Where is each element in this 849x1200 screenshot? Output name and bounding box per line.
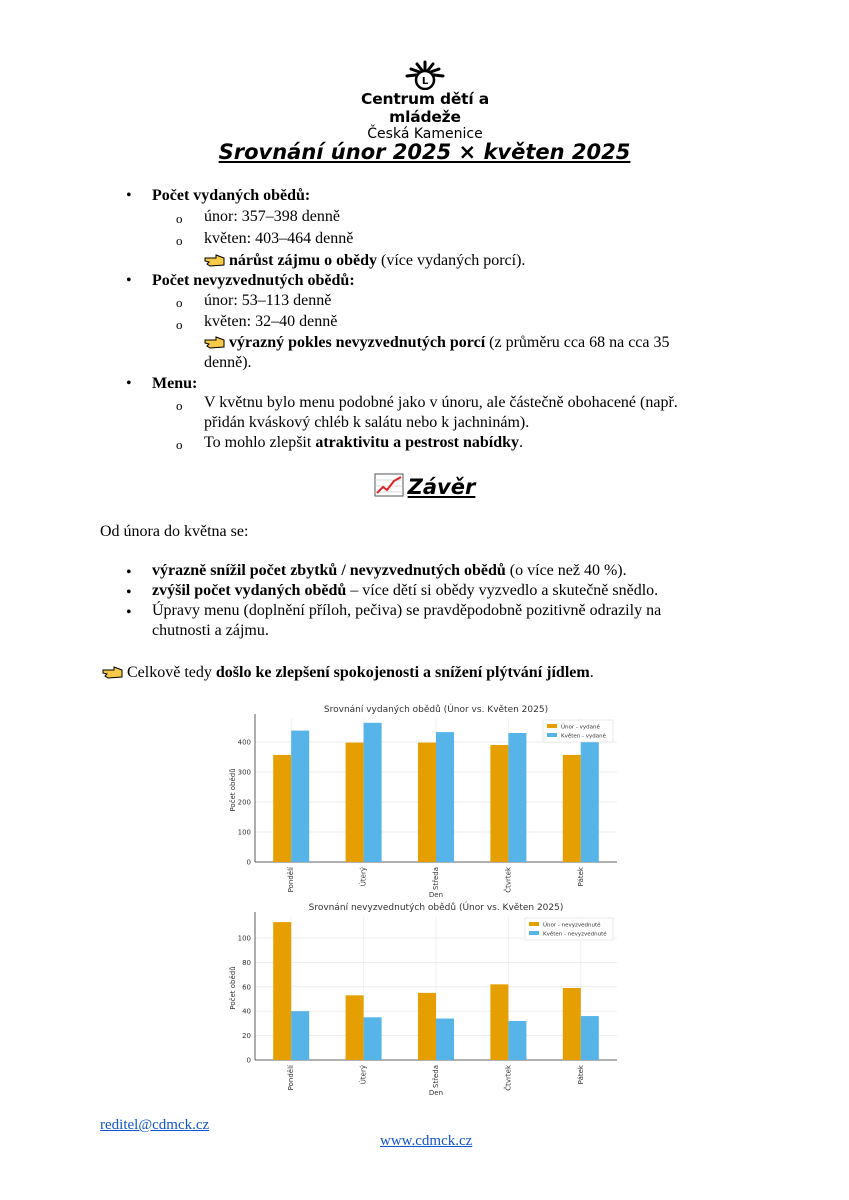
bar-unor [490, 984, 508, 1060]
bar-kveten [436, 1019, 454, 1060]
obedy-note [204, 251, 525, 271]
web-link[interactable]: www.cdmck.cz [380, 1133, 473, 1149]
menu-heading: Menu: [152, 375, 198, 392]
y-tick-label: 300 [237, 768, 251, 777]
bar-unor [346, 743, 364, 862]
bar-kveten [581, 741, 599, 862]
y-axis-label: Počet obědů [229, 966, 237, 1010]
bar-unor [273, 755, 291, 862]
sub-bullet: o [176, 398, 183, 413]
bullet: • [126, 584, 132, 601]
sub-bullet: o [176, 211, 183, 226]
nevyz-heading: Počet nevyzvednutých obědů: [152, 272, 355, 289]
nevyz-note-rest2: denně). [204, 354, 252, 371]
pointing-hand-icon [204, 335, 226, 349]
bar-unor [490, 745, 508, 862]
menu-line2: přidán kváskový chléb k salátu nebo k jachninám). [204, 414, 530, 431]
conclusion-b3-line2: chutnosti a zájmu. [152, 622, 269, 639]
x-tick-label: Pondělí [287, 1065, 296, 1091]
chart-title: Srovnání nevyzvednutých obědů (Únor vs. Květen 2025) [308, 903, 564, 913]
conclusion-b1: výrazně snížil počet zbytků / nevyzvednutých obědů (o více než 40 %). [152, 562, 627, 579]
obedy-note-bold: nárůst zájmu o obědy [229, 252, 378, 269]
bullet: • [126, 375, 132, 392]
nevyz-note-rest1: (z průměru cca 68 na cca 35 [485, 334, 670, 351]
y-tick-label: 200 [237, 798, 251, 807]
conclusion-intro: Od února do května se: [100, 523, 249, 540]
y-tick-label: 0 [246, 1056, 251, 1065]
y-tick-label: 80 [242, 958, 251, 967]
nevyz-note [204, 333, 670, 353]
x-tick-label: Úterý [359, 867, 368, 887]
conclusion-b3-line1: Úpravy menu (doplnění příloh, pečiva) se pravděpodobně pozitivně odrazily na [152, 602, 662, 619]
legend-label: Květen - vydané [561, 733, 606, 740]
bullet: • [126, 604, 132, 621]
obedy-note-rest: (více vydaných porcí). [377, 252, 526, 269]
y-tick-label: 20 [242, 1032, 251, 1041]
x-axis-label: Den [428, 1089, 444, 1097]
chart-issued-lunches [225, 700, 625, 900]
sub-bullet: o [176, 295, 183, 310]
obedy-heading: Počet vydaných obědů: [152, 187, 311, 204]
x-tick-label: Čtvrtek [504, 1065, 513, 1091]
bar-unor [273, 922, 291, 1060]
bar-unor [346, 995, 364, 1060]
chart-title: Srovnání vydaných obědů (Únor vs. Květen 2025) [323, 705, 549, 715]
menu-line3: To mohlo zlepšit atraktivitu a pestrost nabídky. [204, 434, 524, 451]
y-tick-label: 0 [246, 858, 251, 867]
x-tick-label: Čtvrtek [504, 867, 513, 893]
legend-swatch [529, 931, 539, 935]
chart-uncollected-lunches [225, 898, 625, 1098]
pointing-hand-icon [204, 253, 226, 267]
obedy-unor: únor: 357–398 denně [204, 208, 340, 225]
bar-kveten [508, 1021, 526, 1060]
pointing-hand-icon [102, 665, 124, 679]
x-tick-label: Úterý [359, 1065, 368, 1085]
org-name: Centrum dětí a mládeže [361, 90, 489, 126]
conclusion-heading: Závěr [0, 472, 849, 499]
bullet: • [126, 272, 132, 289]
menu-line1: V květnu bylo menu podobné jako v únoru, ale částečně obohacené (např. [204, 394, 678, 411]
bar-unor [418, 743, 436, 862]
bar-kveten [508, 733, 526, 862]
legend-label: Únor - vydané [561, 724, 600, 731]
y-axis-label: Počet obědů [229, 768, 237, 812]
x-tick-label: Pátek [576, 1065, 585, 1085]
sub-bullet: o [176, 233, 183, 248]
bar-kveten [291, 1011, 309, 1060]
chart-increasing-icon [374, 472, 404, 498]
bar-kveten [581, 1016, 599, 1060]
x-axis-label: Den [428, 891, 444, 899]
legend-swatch [547, 733, 557, 737]
y-tick-label: 400 [237, 738, 251, 747]
legend-swatch [529, 922, 539, 926]
bar-unor [563, 755, 581, 862]
y-tick-label: 100 [237, 934, 251, 943]
x-tick-label: Pondělí [287, 867, 296, 893]
bar-kveten [436, 732, 454, 862]
conclusion-b2: zvýšil počet vydaných obědů – více dětí si obědy vyzvedlo a skutečně snědlo. [152, 582, 659, 599]
x-tick-label: Středa [432, 1065, 440, 1088]
org-city: Česká Kamenice [367, 126, 483, 142]
logo [330, 60, 520, 143]
bar-kveten [291, 731, 309, 862]
logo-letter: L [421, 76, 429, 87]
nevyz-note-bold: výrazný pokles nevyzvednutých porcí [229, 334, 486, 351]
bullet: • [126, 187, 132, 204]
sub-bullet: o [176, 437, 183, 452]
obedy-kveten: květen: 403–464 denně [204, 230, 354, 247]
y-tick-label: 100 [237, 828, 251, 837]
bar-unor [418, 993, 436, 1060]
y-tick-label: 60 [242, 983, 251, 992]
bar-unor [563, 988, 581, 1060]
email-link[interactable]: reditel@cdmck.cz [100, 1117, 210, 1133]
x-tick-label: Středa [432, 867, 440, 890]
bar-kveten [364, 1017, 382, 1060]
sub-bullet: o [176, 317, 183, 332]
bar-kveten [364, 723, 382, 862]
x-tick-label: Pátek [576, 867, 585, 887]
legend-label: Únor - nevyzvednuté [543, 922, 601, 929]
nevyz-kveten: květen: 32–40 denně [204, 313, 338, 330]
sun-logo-icon [403, 60, 447, 90]
y-tick-label: 40 [242, 1007, 251, 1016]
bullet: • [126, 564, 132, 581]
legend-swatch [547, 724, 557, 728]
summary: Celkově tedy došlo ke zlepšení spokojenosti a snížení plýtvání jídlem. [102, 663, 594, 683]
legend-label: Květen - nevyzvednuté [543, 931, 607, 938]
page-title: Srovnání únor 2025 × květen 2025 [218, 140, 631, 164]
nevyz-unor: únor: 53–113 denně [204, 292, 332, 309]
